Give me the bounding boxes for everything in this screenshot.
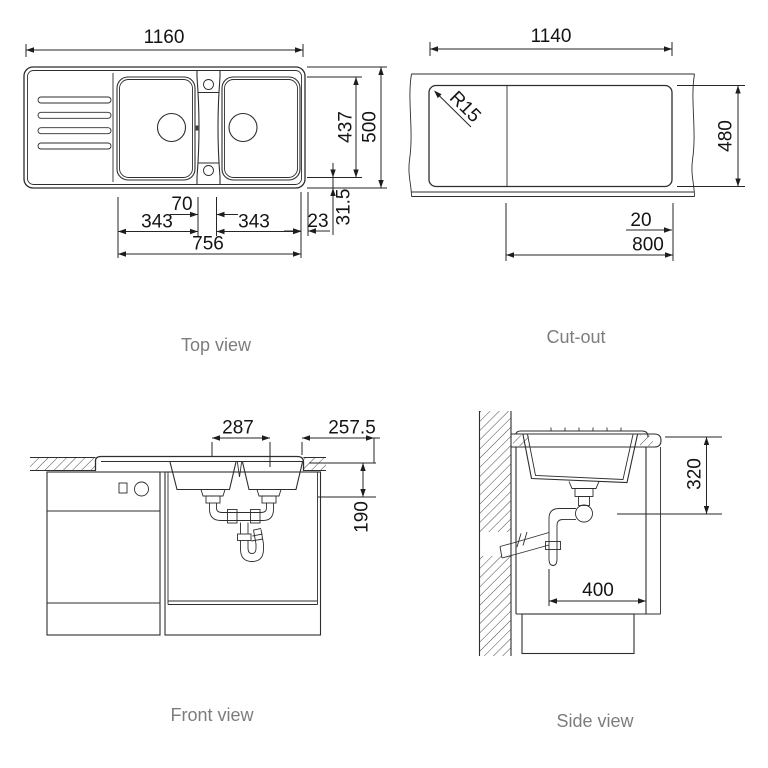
dim-corner-radius — [434, 87, 485, 127]
dim-bowl-depth — [309, 463, 376, 533]
drainboard-grooves — [38, 97, 111, 149]
svg-text:1140: 1140 — [530, 26, 572, 47]
svg-text:20: 20 — [630, 210, 652, 231]
svg-text:1160: 1160 — [143, 27, 185, 48]
svg-text:500: 500 — [359, 111, 381, 143]
dishwasher-dial-icon — [135, 482, 149, 496]
front-view — [30, 418, 380, 726]
svg-text:400: 400 — [582, 580, 614, 601]
cutout-view-label: Cut-out — [546, 327, 606, 347]
dishwasher-button-icon — [119, 483, 127, 493]
left-valve-fitting — [228, 510, 238, 524]
svg-text:R15: R15 — [445, 87, 485, 127]
left-bowl — [117, 77, 195, 180]
svg-text:343: 343 — [141, 211, 173, 233]
svg-text:31.5: 31.5 — [333, 188, 355, 226]
top-view — [24, 27, 387, 355]
p-trap — [241, 541, 264, 562]
tap-hole-top — [204, 80, 214, 90]
right-strainer — [257, 490, 281, 504]
front-left-bowl — [170, 462, 236, 490]
right-bowl — [222, 77, 300, 180]
dim-bowls-overall-width — [118, 234, 301, 257]
side-view-label: Side view — [556, 711, 634, 731]
sink-rim-profile — [96, 457, 304, 471]
dim-right-edge-gap — [284, 192, 330, 258]
left-drain-hole — [158, 114, 186, 142]
dim-depth-below-worktop — [617, 437, 722, 514]
svg-text:800: 800 — [632, 234, 664, 256]
worktop-section-left — [30, 458, 96, 471]
dishwasher-cabinet — [47, 472, 160, 635]
svg-text:480: 480 — [715, 120, 737, 152]
cutout-view — [409, 26, 745, 347]
right-valve-fitting — [251, 510, 261, 524]
tap-hole-bottom — [204, 166, 214, 176]
worktop-section-right — [304, 458, 327, 471]
wall-section — [480, 411, 512, 656]
svg-text:23: 23 — [307, 211, 329, 232]
svg-text:343: 343 — [238, 211, 270, 233]
dim-rear-clearance — [549, 569, 646, 606]
dim-drain-spacing — [212, 418, 270, 468]
drain-pipes — [210, 503, 274, 562]
dim-bowl-inner-depth — [307, 77, 362, 178]
dim-right-section-width — [302, 418, 380, 464]
svg-text:287: 287 — [222, 417, 254, 439]
svg-text:190: 190 — [351, 501, 373, 533]
worktop-side — [511, 434, 661, 447]
right-drain-hole — [229, 114, 257, 142]
bowl-section-inner — [528, 435, 634, 480]
swivel-elbow — [576, 505, 593, 522]
svg-text:320: 320 — [684, 458, 706, 490]
toe-kick — [522, 614, 634, 654]
left-strainer — [201, 490, 225, 504]
dim-cutout-width — [430, 26, 672, 56]
bowl-divider — [196, 71, 220, 185]
dim-front-edge-gap — [330, 163, 354, 235]
front-view-label: Front view — [170, 705, 254, 725]
dim-divider-width — [170, 194, 238, 236]
sink-base-cabinet — [165, 472, 321, 635]
divider-mark — [196, 126, 199, 131]
right-bowl-inner — [225, 80, 298, 178]
left-bowl-inner — [120, 80, 193, 178]
worktop-break-left — [409, 74, 412, 197]
top-view-label: Top view — [180, 335, 252, 355]
dim-cutout-depth — [677, 86, 745, 187]
svg-text:437: 437 — [335, 111, 357, 143]
side-drain-assembly — [500, 482, 599, 566]
svg-text:257.5: 257.5 — [328, 417, 376, 439]
front-bowl-divider — [237, 462, 241, 477]
svg-text:756: 756 — [192, 233, 224, 255]
worktop-break-right — [692, 74, 695, 197]
front-right-bowl — [243, 462, 303, 490]
dim-overall-width — [26, 27, 303, 57]
svg-text:70: 70 — [171, 194, 193, 215]
side-view — [480, 411, 723, 731]
